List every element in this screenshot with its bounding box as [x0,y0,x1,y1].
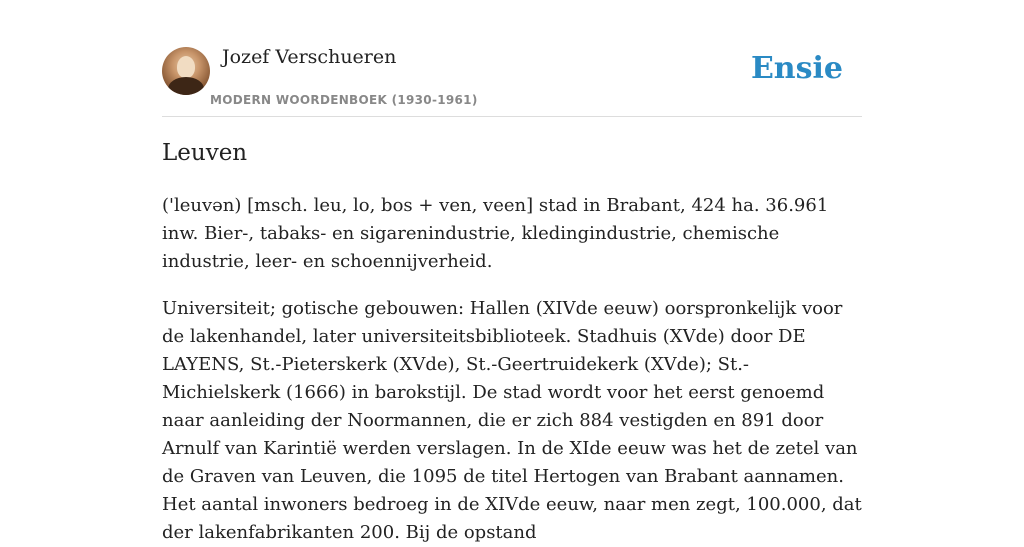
source-label[interactable]: MODERN WOORDENBOEK (1930-1961) [210,93,478,107]
entry-paragraph: ('leuvən) [msch. leu, lo, bos + ven, veen] stad in Brabant, 424 ha. 36.961 inw. Bier-, tabaks- en sigarenindustrie, kledingindustrie, chemische industrie, leer- en schoennijverheid. [162,195,829,272]
author-name[interactable]: Jozef Verschueren [222,46,397,68]
avatar-face [177,56,195,78]
avatar-body [168,77,204,95]
page-container [162,0,862,543]
entry-paragraph: Universiteit; gotische gebouwen: Hallen (XIVde eeuw) oorspronkelijk voor de lakenhandel, later universiteitsbiblioteek. Stadhuis (XVde) door DE LAYENS, St.-Pieterskerk (XVde), St.-Geertruidekerk (XVde); St.-Michielskerk (1666) in barokstijl. De stad wordt voor het eerst genoemd naar aanleiding der Noormannen, die er zich 884 vestigden en 891 door Arnulf van Karintië werden verslagen. In de XIde eeuw was het de zetel van de Graven van Leuven, die 1095 de titel Hertogen van Brabant aannamen. Het aantal inwoners bedroeg in de XIVde eeuw, naar men zegt, 100.000, dat der lakenfabrikanten 200. Bij de opstand [162,298,862,543]
header [162,0,862,117]
brand-logo[interactable]: Ensie [750,51,843,86]
entry-title: Leuven [162,140,248,166]
author-avatar[interactable] [162,47,210,95]
